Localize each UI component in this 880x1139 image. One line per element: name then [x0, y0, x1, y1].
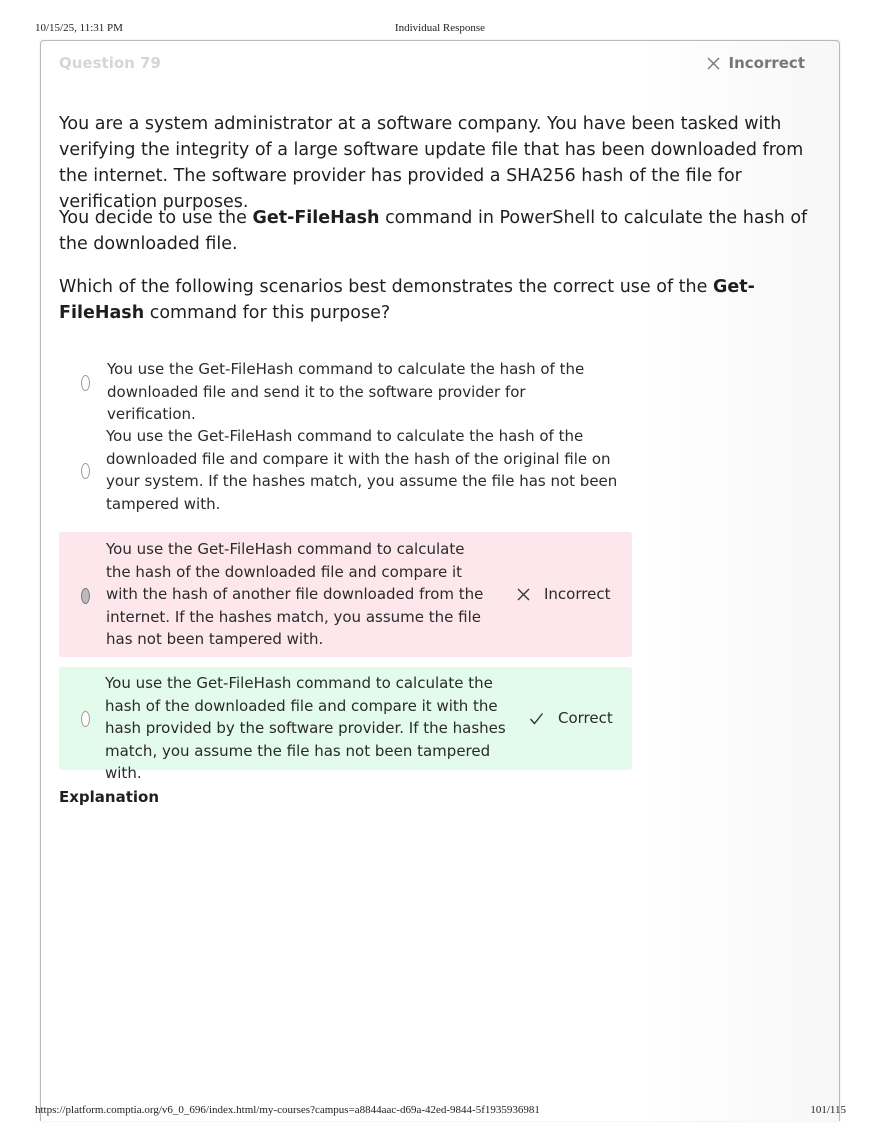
result-status [707, 54, 806, 72]
radio-button-selected[interactable] [81, 588, 90, 604]
answer-option-4[interactable] [59, 667, 632, 782]
print-datetime: 10/15/25, 11:31 PM [35, 22, 123, 34]
print-page-number: 101/115 [810, 1104, 846, 1116]
close-icon [707, 57, 720, 70]
command-name: Get-FileHash [252, 208, 380, 228]
feedback-label: Incorrect [544, 585, 611, 603]
check-icon [529, 712, 544, 725]
explanation-heading: Explanation [59, 788, 160, 806]
question-paragraph-2: You decide to use the Get-FileHash command in PowerShell to calculate the hash of the downloaded file. [59, 208, 808, 254]
radio-button[interactable] [81, 711, 90, 727]
answer-option-2[interactable] [59, 425, 632, 515]
answer-option-text: You use the Get-FileHash command to calculate the hash of the downloaded file and compare it with the hash provided by the software provider. If the hashes match, you assume the file has not been tampered with. [105, 674, 506, 782]
answer-option-text: You use the Get-FileHash command to calculate the hash of the downloaded file and compare it with the hash of another file downloaded from the internet. If the hashes match, you assume the file has not been tampered with. [106, 540, 484, 648]
close-icon [517, 588, 530, 601]
question-number: Question 79 [59, 54, 161, 72]
print-url: https://platform.comptia.org/v6_0_696/index.html/my-courses?campus=a8844aac-d69a-42ed-9844-5f1935936981 [35, 1104, 540, 1116]
command-name: Get-FileHash [59, 277, 755, 323]
answer-feedback-incorrect [517, 583, 610, 606]
answer-option-text: You use the Get-FileHash command to calculate the hash of the downloaded file and compare it with the hash of the original file on your system. If the hashes match, you assume the file has not been tampered with. [106, 427, 618, 513]
answer-feedback-correct [529, 707, 613, 730]
question-paragraph-1: You are a system administrator at a software company. You have been tasked with verifying the integrity of a large software update file that has been downloaded from the internet. The software provider has provided a SHA256 hash of the file for verification purposes. [59, 114, 804, 212]
radio-button[interactable] [81, 375, 90, 391]
feedback-label: Correct [558, 709, 613, 727]
print-footer [0, 1104, 880, 1118]
answer-option-3[interactable] [59, 532, 632, 657]
answer-option-1[interactable] [59, 357, 632, 423]
question-card [40, 40, 840, 1121]
print-header [0, 22, 880, 36]
result-status-label: Incorrect [728, 54, 805, 72]
question-prompt: Which of the following scenarios best demonstrates the correct use of the Get-FileHash command for this purpose? [59, 277, 755, 323]
print-page-title: Individual Response [394, 22, 486, 34]
radio-button[interactable] [81, 463, 90, 479]
answer-option-text: You use the Get-FileHash command to calculate the hash of the downloaded file and send it to the software provider for verification. [107, 360, 585, 423]
